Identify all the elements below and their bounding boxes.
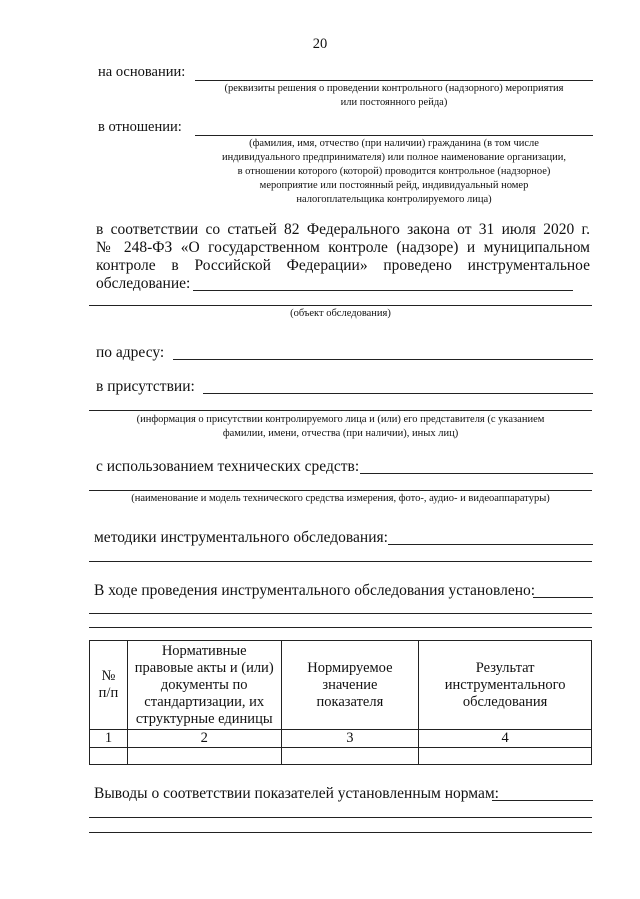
header-result: Результат инструментального обследования: [419, 641, 592, 730]
index-cell: 4: [419, 730, 592, 748]
tech-means-input-line-2[interactable]: [89, 490, 592, 491]
presence-input-line-2[interactable]: [89, 410, 592, 411]
findings-label: В ходе проведения инструментального обследования установлено:: [94, 582, 536, 599]
empty-cell[interactable]: [419, 748, 592, 765]
header-norm: Нормируемое значение показателя: [281, 641, 419, 730]
basis-label: на основании:: [98, 64, 186, 80]
law-line-2: № 248-ФЗ «О государственном контроле (надзоре) и муниципальном: [96, 239, 590, 256]
tech-means-input-line-1[interactable]: [360, 473, 593, 474]
methods-label: методики инструментального обследования:: [94, 529, 388, 546]
basis-input-line[interactable]: [195, 80, 593, 81]
conclusions-input-line-3[interactable]: [89, 832, 592, 833]
findings-input-line-3[interactable]: [89, 627, 592, 628]
object-input-line-2[interactable]: [89, 305, 592, 306]
empty-cell[interactable]: [127, 748, 281, 765]
object-hint: (объект обследования): [290, 308, 391, 319]
index-cell: 3: [281, 730, 419, 748]
conclusions-input-line-1[interactable]: [492, 800, 593, 801]
table-header-row: [90, 641, 592, 730]
law-line-4: обследование:: [96, 275, 191, 292]
address-label: по адресу:: [96, 344, 165, 361]
tech-means-hint: (наименование и модель технического средства измерения, фото-, аудио- и видеоаппаратуры): [131, 493, 550, 504]
tech-means-label: с использованием технических средств:: [96, 458, 360, 475]
object-input-line-1[interactable]: [193, 290, 573, 291]
table-index-row: [90, 730, 592, 748]
conclusions-label: Выводы о соответствии показателей установленным нормам:: [94, 785, 499, 802]
regarding-input-line[interactable]: [195, 135, 593, 136]
header-acts: Нормативные правовые акты и (или) документы по стандартизации, их структурные единицы: [127, 641, 281, 730]
results-table: [89, 640, 592, 765]
presence-input-line-1[interactable]: [203, 393, 593, 394]
regarding-hint: (фамилия, имя, отчество (при наличии) гражданина (в том числе индивидуального предпринимателя) или полное наименование организации, в отношении которого (которой) проводится контрольное (надзорное) мероприятие или постоянный рейд, индивидуальный номер налогоплательщика контролируемого лица): [221, 138, 567, 205]
index-cell: 1: [90, 730, 128, 748]
law-line-3: контроле в Российской Федерации» проведено инструментальное: [96, 257, 590, 274]
table-row: [90, 748, 592, 765]
findings-input-line-1[interactable]: [533, 597, 593, 598]
conclusions-input-line-2[interactable]: [89, 817, 592, 818]
empty-cell[interactable]: [281, 748, 419, 765]
page-number: 20: [312, 36, 328, 52]
header-num: № п/п: [90, 641, 128, 730]
regarding-label: в отношении:: [98, 119, 182, 135]
methods-input-line-2[interactable]: [89, 561, 592, 562]
findings-input-line-2[interactable]: [89, 613, 592, 614]
empty-cell[interactable]: [90, 748, 128, 765]
presence-hint: (информация о присутствии контролируемого лица и (или) его представителя (с указанием фамилии, имени, отчества (при наличии), иных лиц): [136, 414, 545, 439]
index-cell: 2: [127, 730, 281, 748]
law-line-1: в соответствии со статьей 82 Федерального закона от 31 июля 2020 г.: [96, 221, 590, 238]
basis-hint: (реквизиты решения о проведении контрольного (надзорного) мероприятия или постоянного рейда): [224, 83, 564, 108]
presence-label: в присутствии:: [96, 378, 195, 395]
methods-input-line-1[interactable]: [388, 544, 593, 545]
address-input-line[interactable]: [173, 359, 593, 360]
